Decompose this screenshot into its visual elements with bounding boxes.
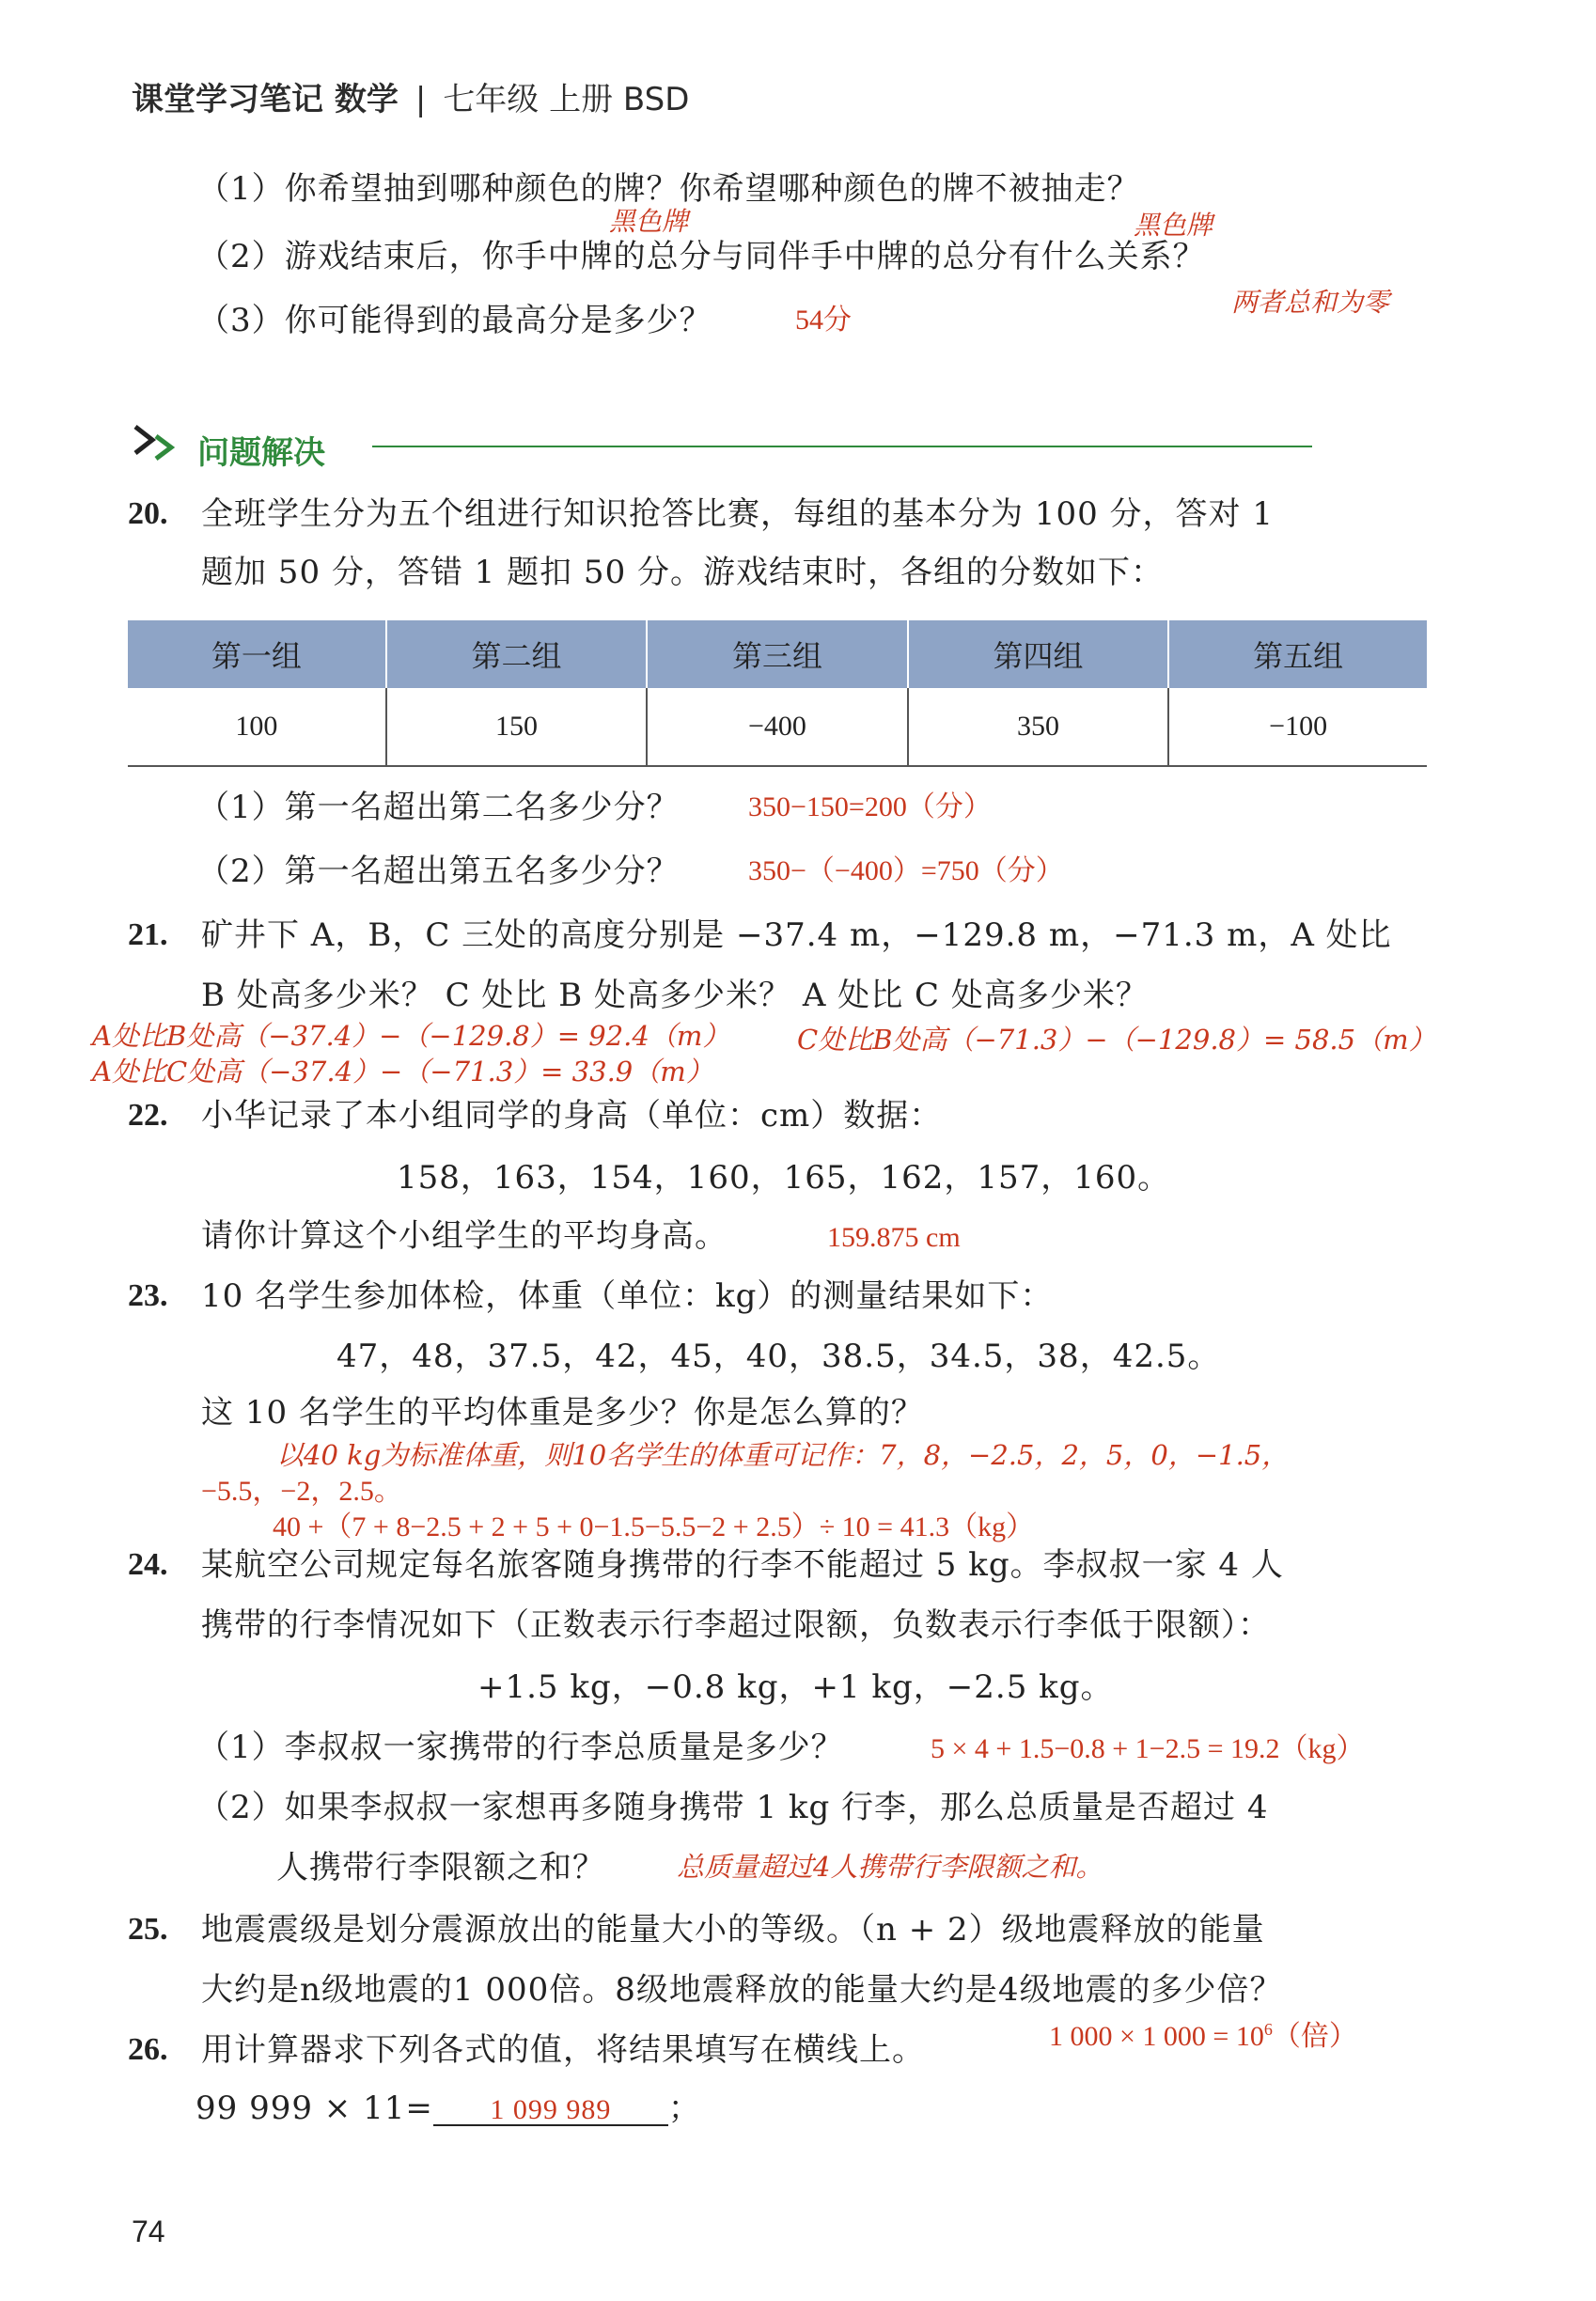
problem-20-number: 20.: [128, 496, 168, 531]
problem-25-line-1: 地震震级是划分震源放出的能量大小的等级。（n + 2）级地震释放的能量: [201, 1911, 1265, 1949]
book-title: 课堂学习笔记 数学: [132, 81, 399, 118]
page-number: 74: [132, 2215, 165, 2248]
intro-answer-1b: 黑色牌: [1134, 210, 1213, 241]
problem-23-line-1: 10 名学生参加体检，体重（单位：kg）的测量结果如下：: [201, 1277, 1054, 1315]
problem-24-line-1: 某航空公司规定每名旅客随身携带的行李不能超过 5 kg。李叔叔一家 4 人: [201, 1546, 1284, 1584]
score-table-row: [128, 688, 1427, 766]
problem-24-sub-1: （1）李叔叔一家携带的行李总质量是多少？: [197, 1729, 844, 1766]
problem-23-answer-2: −5.5，−2，2.5。: [201, 1476, 402, 1507]
section-rule: [372, 446, 1312, 447]
problem-22-line-2: 请你计算这个小组学生的平均身高。: [201, 1217, 728, 1255]
problem-22-answer: 159.875 cm: [827, 1222, 961, 1253]
intro-question-2: （2）游戏结束后，你手中牌的总分与同伴手中牌的总分有什么关系？: [197, 238, 1206, 275]
score-table-cell-group-4: 350: [908, 688, 1169, 766]
score-table-header-group-5: 第五组: [1168, 620, 1427, 688]
problem-23-number: 23.: [128, 1278, 168, 1313]
score-table-header-group-2: 第二组: [386, 620, 648, 688]
problem-23-answer-3: 40 +（7 + 8−2.5 + 2 + 5 + 0−1.5−5.5−2 + 2.5）÷ 10 = 41.3（kg）: [273, 1511, 1035, 1542]
problem-23-data: 47，48，37.5，42，45，40，38.5，34.5，38，42.5。: [336, 1338, 1221, 1375]
problem-25-answer: [1049, 2021, 1357, 2051]
problem-20-sub-2: （2）第一名超出第五名多少分？: [197, 853, 680, 890]
score-table: [128, 620, 1427, 767]
problem-21-answer-1: A处比B处高（−37.4）−（−129.8）= 92.4（m）: [92, 1020, 730, 1052]
problem-25-line-2: 大约是n级地震的1 000倍。8级地震释放的能量大约是4级地震的多少倍？: [201, 1971, 1283, 2009]
problem-25-answer-exponent: 6: [1263, 2020, 1273, 2039]
chevron-right-icon: [130, 419, 186, 466]
problem-26-line-1: 用计算器求下列各式的值，将结果填写在横线上。: [201, 2031, 925, 2069]
intro-question-3: （3）你可能得到的最高分是多少？: [197, 302, 712, 339]
score-table-cell-group-1: 100: [128, 688, 386, 766]
header-separator: |: [415, 81, 427, 118]
problem-21-line-2: B 处高多少米？ C 处比 B 处高多少米？ A 处比 C 处高多少米？: [201, 977, 1149, 1014]
problem-21-answer-3: A处比C处高（−37.4）−（−71.3）= 33.9（m）: [92, 1056, 713, 1088]
score-table-header-group-4: 第四组: [908, 620, 1169, 688]
intro-answer-2: 两者总和为零: [1231, 287, 1390, 318]
section-title: 问题解决: [197, 434, 325, 472]
problem-26-end-mark: ；: [667, 2090, 701, 2127]
problem-24-data: +1.5 kg，−0.8 kg，+1 kg，−2.5 kg。: [477, 1668, 1114, 1706]
problem-24-number: 24.: [128, 1547, 168, 1582]
problem-24-answer-1: 5 × 4 + 1.5−0.8 + 1−2.5 = 19.2（kg）: [931, 1733, 1365, 1764]
problem-21-answer-2: C处比B处高（−71.3）−（−129.8）= 58.5（m）: [797, 1024, 1436, 1056]
problem-26-answer: 1 099 989: [490, 2094, 612, 2125]
problem-21-line-1: 矿井下 A，B，C 三处的高度分别是 −37.4 m，−129.8 m，−71.3 m，A 处比: [201, 916, 1392, 954]
problem-25-answer-base: 1 000 × 1 000 = 10: [1049, 2021, 1264, 2052]
problem-20-answer-2: 350−（−400）=750（分）: [748, 855, 1064, 886]
problem-24-sub-2-line-1: （2）如果李叔叔一家想再多随身携带 1 kg 行李，那么总质量是否超过 4: [197, 1789, 1269, 1826]
score-table-header-group-3: 第三组: [647, 620, 908, 688]
score-table-header-group-1: 第一组: [128, 620, 386, 688]
score-table-header: [128, 620, 1427, 688]
problem-20-sub-1: （1）第一名超出第二名多少分？: [197, 789, 680, 826]
problem-25-number: 25.: [128, 1912, 168, 1947]
problem-26-expression: 99 999 × 11=: [196, 2090, 433, 2127]
problem-24-sub-2-line-2: 人携带行李限额之和？: [276, 1849, 605, 1886]
intro-question-1: （1）你希望抽到哪种颜色的牌？你希望哪种颜色的牌不被抽走？: [197, 170, 1140, 208]
problem-20-line-1: 全班学生分为五个组进行知识抢答比赛，每组的基本分为 100 分，答对 1: [201, 495, 1274, 533]
problem-22-data: 158，163，154，160，165，162，157，160。: [397, 1159, 1171, 1197]
problem-25-answer-unit: （倍）: [1272, 2021, 1357, 2052]
intro-answer-1a: 黑色牌: [609, 206, 689, 237]
problem-26-number: 26.: [128, 2032, 168, 2067]
problem-26-answer-blank[interactable]: [433, 2092, 668, 2126]
problem-23-answer-1: 以40 kg为标准体重，则10名学生的体重可记作：7，8，−2.5，2，5，0，−1.5，: [276, 1439, 1290, 1471]
section-heading: [130, 419, 1314, 472]
score-table-cell-group-3: −400: [647, 688, 908, 766]
problem-20-line-2: 题加 50 分，答错 1 题扣 50 分。游戏结束时，各组的分数如下：: [201, 554, 1165, 591]
problem-20-answer-1: 350−150=200（分）: [748, 791, 992, 822]
book-subtitle: 七年级 上册 BSD: [443, 81, 690, 118]
problem-24-line-2: 携带的行李情况如下（正数表示行李超过限额，负数表示行李低于限额）：: [201, 1606, 1271, 1644]
page-header: [132, 73, 689, 119]
problem-24-answer-2: 总质量超过4人携带行李限额之和。: [677, 1851, 1103, 1883]
score-table-cell-group-2: 150: [386, 688, 648, 766]
problem-22-number: 22.: [128, 1098, 168, 1133]
intro-answer-3: 54分: [795, 305, 852, 336]
problem-26-expression-row: [196, 2092, 701, 2126]
problem-23-line-2: 这 10 名学生的平均体重是多少？你是怎么算的？: [201, 1394, 924, 1432]
problem-21-number: 21.: [128, 917, 168, 952]
problem-22-line-1: 小华记录了本小组同学的身高（单位：cm）数据：: [201, 1097, 943, 1135]
score-table-cell-group-5: −100: [1168, 688, 1427, 766]
